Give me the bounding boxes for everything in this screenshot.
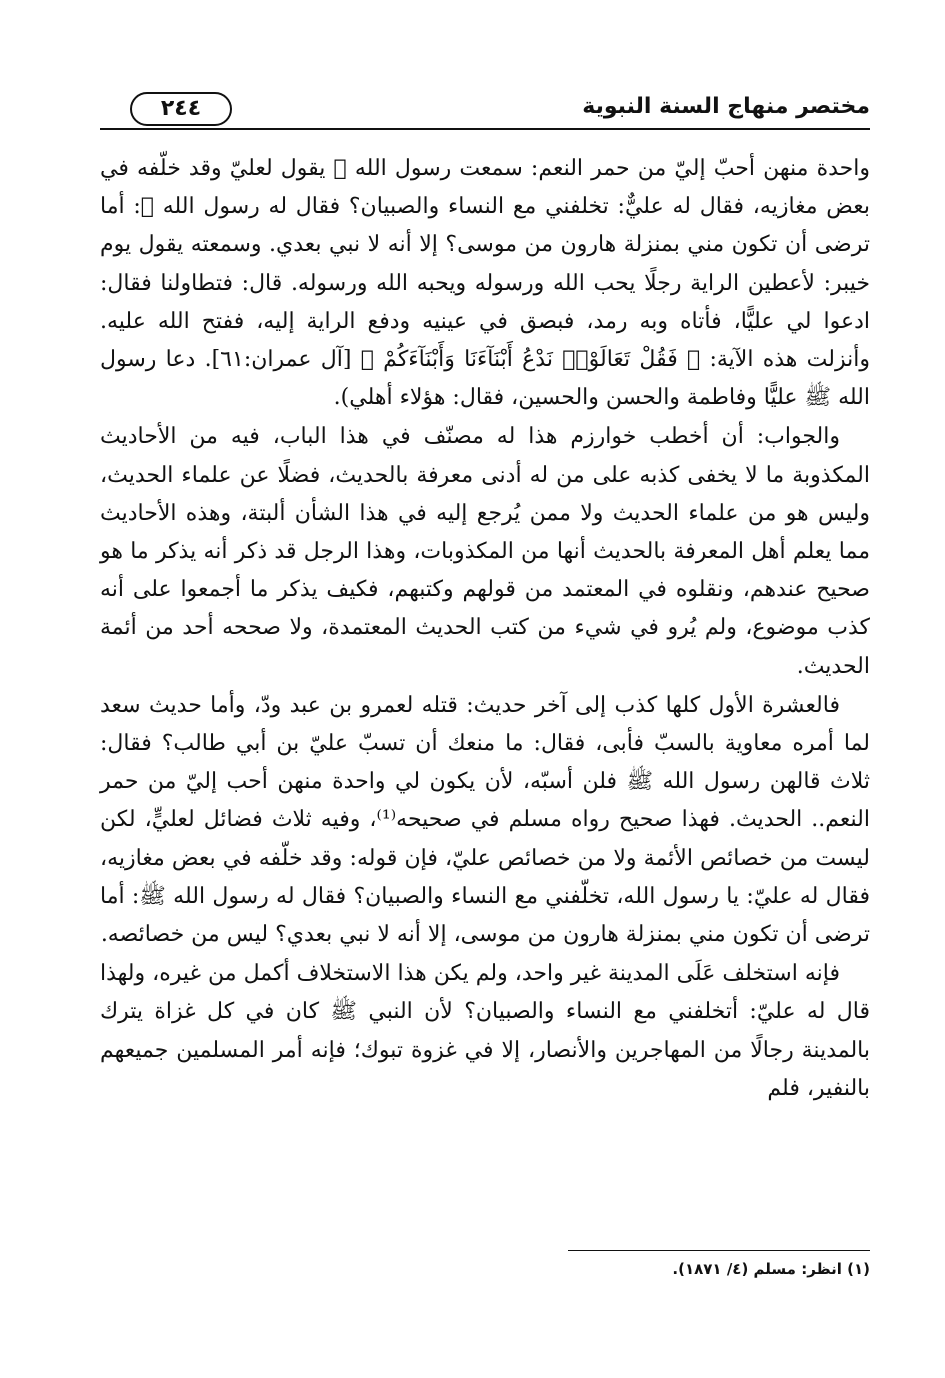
paragraph-first-ten: فالعشرة الأول كلها كذب إلى آخر حديث: قتله لعمرو بن عبد ودّ، وأما حديث سعد لما أمره معاوية بالسبّ فأبى، فقال: ما منعك أن تسبّ عليّ بن أبي طالب؟ فقال: ثلاث قالهن رسول الله ﷺ فلن أسبّه، لأن يكون لي واحدة منهن أحب إليّ من حمر النعم.. الحديث. فهذا صحيح رواه مسلم في صحيحه⁽¹⁾، وفيه ثلاث فضائل لعليٍّ، لكن ليست من خصائص الأئمة ولا من خصائص عليّ، فإن قوله: وقد خلّفه في بعض مغازيه، فقال له عليّ: يا رسول الله، تخلّفني مع النساء والصبيان؟ فقال له رسول الله ﷺ: أما ترضى أن تكون مني بمنزلة هارون من موسى، إلا أنه لا نبي بعدي؟ ليس من خصائصه. xyxy=(100,692,870,948)
paragraph-hadith-continuation: واحدة منهن أحبّ إليّ من حمر النعم: سمعت رسول الله ﷺ يقول لعليّ وقد خلّفه في بعض مغازيه، فقال له عليٌّ: تخلفني مع النساء والصبيان؟ فقال له رسول الله ﷺ: أما ترضى أن تكون مني بمنزلة هارون من موسى؟ إلا أنه لا نبي بعدي. وسمعته يقول يوم خيبر: لأعطين الراية رجلًا يحب الله ورسوله ويحبه الله ورسوله. قال: فتطاولنا فقال: ادعوا لي عليًّا، فأتاه وبه رمد، فبصق في عينيه ودفع الراية إليه، ففتح الله عليه. وأنزلت هذه الآية: ﴿ فَقُلْ تَعَالَوْا۟ نَدْعُ أَبْنَآءَنَا وَأَبْنَآءَكُمْ ﴾ [آل عمران:٦١]. دعا رسول الله ﷺ عليًّا وفاطمة والحسن والحسين، فقال: هؤلاء أهلي). xyxy=(100,156,870,411)
running-header xyxy=(100,92,870,132)
header-divider xyxy=(100,128,870,130)
footnote: (١) انظر: مسلم (٤/ ١٨٧١). xyxy=(672,1260,870,1278)
book-title: مختصر منهاج السنة النبوية xyxy=(582,94,870,119)
paragraph-answer: والجواب: أن أخطب خوارزم هذا له مصنّف في هذا الباب، فيه من الأحاديث المكذوبة ما لا يخفى كذبه على من له أدنى معرفة بالحديث، فضلًا عن علماء الحديث، وليس هو من علماء الحديث ولا ممن يُرجع إليه في هذا الشأن ألبتة، وهذه الأحاديث مما يعلم أهل المعرفة بالحديث أنها من المكذوبات، وهذا الرجل قد ذكر أنه يذكر ما هو صحيح عندهم، ونقلوه في المعتمد من قولهم وكتبهم، فكيف يذكر ما أجمعوا على أنه كذب موضوع، ولم يُرو في شيء من كتب الحديث المعتمدة، ولا صححه أحد من أئمة الحديث. xyxy=(100,424,871,679)
paragraph-istikhlaf: فإنه استخلف عَلَى المدينة غير واحد، ولم يكن هذا الاستخلاف أكمل من غيره، ولهذا قال له عليّ: أتخلفني مع النساء والصبيان؟ لأن النبي ﷺ كان في كل غزاة يترك بالمدينة رجالًا من المهاجرين والأنصار، إلا في غزوة تبوك؛ فإنه أمر المسلمين جميعهم بالنفير، فلم xyxy=(100,961,870,1101)
page-number: ٢٤٤ xyxy=(130,92,232,126)
main-text xyxy=(100,150,870,1109)
footnote-divider xyxy=(568,1250,870,1251)
